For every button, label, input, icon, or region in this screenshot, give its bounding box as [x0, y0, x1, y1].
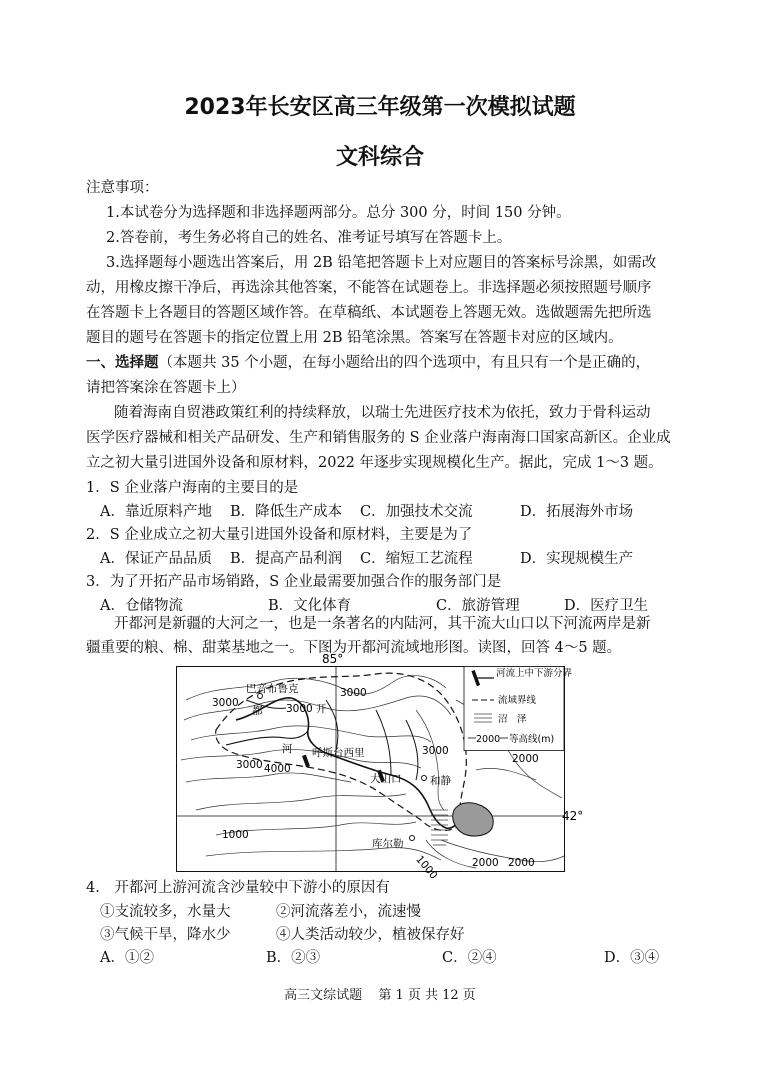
kaidu-river-basin-map	[176, 652, 590, 882]
q1-stem: 1．S 企业落户海南的主要目的是	[86, 480, 299, 496]
note-item-3-line-1: 3.选择题每小题选出答案后，用 2B 铅笔把答题卡上对应题目的答案标号涂黑，如需改	[106, 255, 657, 271]
korla-dot	[410, 836, 415, 841]
exam-subject: 文科综合	[335, 145, 424, 170]
q3-stem: 3．为了开拓产品市场销路，S 企业最需要加强合作的服务部门是	[86, 574, 502, 590]
label-hejing: 和静	[430, 775, 451, 787]
contour-label: 3000	[236, 759, 263, 771]
footer-page-number: 第 1 页 共 12 页	[378, 988, 476, 1003]
q3-option-b[interactable]: B．文化体育	[268, 598, 352, 614]
longitude-label: 85°	[322, 652, 344, 666]
section-1-header	[86, 351, 686, 375]
page-footer	[0, 984, 760, 1003]
contour-label: 3000	[212, 697, 239, 709]
q4-option-a[interactable]: A．①②	[100, 950, 154, 966]
q2-option-c[interactable]: C．缩短工艺流程	[360, 551, 473, 567]
q2-option-d[interactable]: D．实现规模生产	[520, 551, 634, 567]
legend-boundary-label: 河流上中下游分界	[496, 668, 573, 679]
q2-option-a[interactable]: A．保证产品品质	[100, 551, 212, 567]
passage-2-line-1: 开都河是新疆的大河之一，也是一条著名的内陆河，其干流大山口以下河流两岸是新	[114, 616, 651, 632]
label-husitai: 呼斯台西里	[312, 747, 365, 759]
contour-label: 2000	[512, 753, 539, 765]
q4-option-d[interactable]: D．③④	[604, 950, 660, 966]
legend-swamp-label: 沼 泽	[498, 714, 527, 725]
section-1-desc-line-2: 请把答案涂在答题卡上）	[86, 380, 246, 396]
note-item-3-line-3: 在答题卡上各题目的答题区域作答。在草稿纸、本试题卷上答题无效。选做题需先把所选	[86, 305, 652, 321]
passage-1-line-2: 医学医疗器械和相关产品研发、生产和销售服务的 S 企业落户海南海口国家高新区。企业成	[86, 430, 671, 446]
map-legend	[464, 667, 573, 751]
contour-label: 1000	[413, 853, 440, 882]
q4-statement-1: ①支流较多，水量大	[100, 904, 231, 920]
legend-contour-label: 等高线(m)	[509, 734, 555, 745]
river-char-1: 开	[316, 703, 327, 715]
river-char-3: 河	[282, 743, 293, 755]
q2-options	[100, 547, 660, 571]
latitude-label: 42°	[562, 809, 584, 823]
passage-2-line-2: 疆重要的粮、棉、甜菜基地之一。下图为开都河流域地形图。读图，回答 4～5 题。	[86, 640, 622, 656]
q3-option-d[interactable]: D．医疗卫生	[564, 598, 649, 614]
passage-1-line-1: 随着海南自贸港政策红利的持续释放，以瑞士先进医疗技术为依托，致力于骨科运动	[114, 405, 651, 421]
legend-contour-value: 2000	[476, 734, 501, 745]
hejing-dot	[422, 776, 427, 781]
river-char-2: 都	[252, 705, 263, 717]
contour-label: 3000	[422, 745, 449, 757]
q1-option-b[interactable]: B．降低生产成本	[230, 504, 343, 520]
q4-statements-row-2	[100, 923, 660, 947]
q4-option-b[interactable]: B．②③	[266, 950, 321, 966]
q4-option-c[interactable]: C．②④	[442, 950, 497, 966]
section-1-label: 一、选择题	[86, 355, 159, 371]
q1-option-d[interactable]: D．拓展海外市场	[520, 504, 634, 520]
q4-stem: 4. 开都河上游河流含沙量较中下游小的原因有	[86, 880, 390, 896]
q3-option-a[interactable]: A．仓储物流	[100, 598, 183, 614]
q4-statement-4: ④人类活动较少，植被保存好	[276, 927, 465, 943]
legend-watershed-label: 流域界线	[498, 695, 537, 706]
contour-label: 2000	[508, 857, 535, 869]
contour-label: 3000	[286, 703, 313, 715]
contour-label: 4000	[264, 763, 291, 775]
q4-options	[100, 946, 660, 970]
note-item-3-line-2: 动，用橡皮擦干净后，再选涂其他答案，不能答在试题卷上。非选择题必须按照题号顺序	[86, 280, 652, 296]
q4-statement-3: ③气候干旱，降水少	[100, 927, 231, 943]
label-dashankou: 大山口	[370, 773, 402, 785]
contour-label: 1000	[222, 829, 249, 841]
q1-options	[100, 500, 660, 524]
q3-option-c[interactable]: C．旅游管理	[436, 598, 520, 614]
q4-statement-2: ②河流落差小，流速慢	[276, 904, 421, 920]
label-bayinbuluke: 巴音布鲁克	[246, 683, 299, 695]
note-item-3-line-4: 题目的题号在答题卡的指定位置上用 2B 铅笔涂黑。答案写在答题卡对应的区域内。	[86, 330, 623, 346]
q4-statements-row-1	[100, 900, 660, 924]
notes-heading: 注意事项：	[86, 180, 159, 196]
note-item-1: 1.本试卷分为选择题和非选择题两部分。总分 300 分，时间 150 分钟。	[106, 205, 571, 221]
footer-exam-name: 高三文综试题	[284, 988, 363, 1003]
q2-stem: 2．S 企业成立之初大量引进国外设备和原材料，主要是为了	[86, 527, 473, 543]
q2-option-b[interactable]: B．提高产品利润	[230, 551, 343, 567]
section-1-desc: （本题共 35 个小题，在每小题给出的四个选项中，有且只有一个是正确的，	[158, 355, 651, 371]
contour-label: 3000	[340, 687, 367, 699]
q1-option-c[interactable]: C．加强技术交流	[360, 504, 473, 520]
contour-label: 2000	[472, 857, 499, 869]
passage-1-line-3: 立之初大量引进国外设备和原材料，2022 年逐步实现规模化生产。据此，完成 1～3 题。	[86, 455, 663, 471]
note-item-2: 2.答卷前，考生务必将自己的姓名、准考证号填写在答题卡上。	[106, 230, 512, 246]
label-korla: 库尔勒	[372, 838, 404, 850]
q1-option-a[interactable]: A．靠近原料产地	[100, 504, 212, 520]
exam-title: 2023年长安区高三年级第一次模拟试题	[184, 95, 576, 120]
